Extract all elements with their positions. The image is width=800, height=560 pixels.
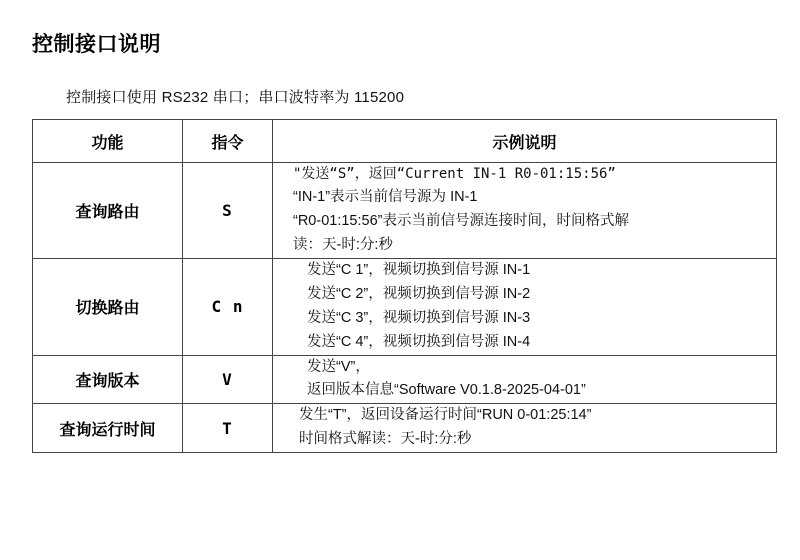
column-header-function: 功能 <box>33 120 183 163</box>
column-header-command: 指令 <box>183 120 273 163</box>
control-interface-table <box>32 119 777 453</box>
table-row <box>33 404 777 453</box>
description-line: 时间格式解读：天-时:分:秒 <box>299 431 472 448</box>
description-line: 读：天-时:分:秒 <box>293 236 393 253</box>
description-line: “IN-1”表示当前信号源为 IN-1 <box>293 189 478 206</box>
description-line: 发送“V”， <box>307 358 370 375</box>
cell-function: 查询运行时间 <box>33 404 183 453</box>
page-title: 控制接口说明 <box>32 33 161 56</box>
cell-function: 切换路由 <box>33 258 183 355</box>
cell-command: T <box>183 404 273 453</box>
description-line: 发送“C 2”，视频切换到信号源 IN-2 <box>307 285 531 302</box>
cell-function: 查询版本 <box>33 355 183 404</box>
table-row <box>33 163 777 259</box>
intro-paragraph: 控制接口使用 RS232 串口；串口波特率为 115200 <box>66 89 405 106</box>
description-line: 发送“C 4”，视频切换到信号源 IN-4 <box>307 333 531 350</box>
cell-command: C n <box>183 258 273 355</box>
description-line: “R0-01:15:56”表示当前信号源连接时间，时间格式解 <box>293 213 629 230</box>
table-header-row <box>33 120 777 163</box>
cell-description <box>273 163 777 259</box>
table-row <box>33 355 777 404</box>
description-line: 发送“C 1”，视频切换到信号源 IN-1 <box>307 261 531 278</box>
description-line: 返回版本信息“Software V0.1.8-2025-04-01” <box>307 382 586 399</box>
table-body <box>33 163 777 453</box>
cell-function: 查询路由 <box>33 163 183 259</box>
table-row <box>33 258 777 355</box>
cell-command: V <box>183 355 273 404</box>
description-line: "发送“S”，返回“Current IN-1 R0-01:15:56” <box>293 166 616 182</box>
table-header <box>33 120 777 163</box>
description-line: 发送“C 3”，视频切换到信号源 IN-3 <box>307 309 531 326</box>
description-line: 发生“T”，返回设备运行时间“RUN 0-01:25:14” <box>299 407 592 424</box>
cell-description <box>273 355 777 404</box>
column-header-description: 示例说明 <box>273 120 777 163</box>
cell-command: S <box>183 163 273 259</box>
cell-description <box>273 404 777 453</box>
cell-description <box>273 258 777 355</box>
